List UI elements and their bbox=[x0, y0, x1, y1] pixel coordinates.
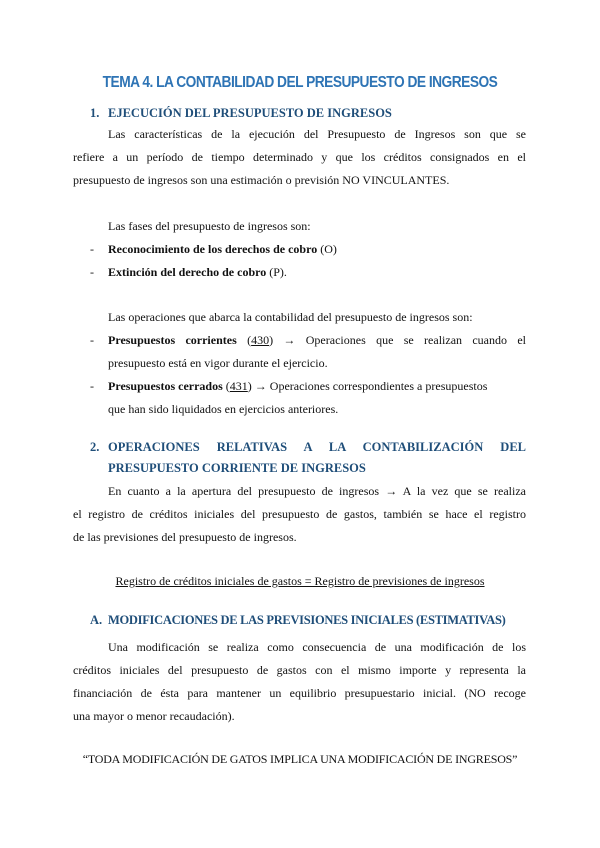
bullet-dash: - bbox=[90, 379, 94, 393]
op-1-code: 430 bbox=[251, 333, 270, 347]
section-1-number: 1. bbox=[90, 106, 100, 120]
op-1-rest: ) → Operaciones que se realizan cuando el bbox=[269, 333, 527, 347]
phase-1-rest: (O) bbox=[317, 242, 337, 256]
s2-para-line2: el registro de créditos iniciales del presupuesto de gastos, también se hace el registro bbox=[73, 507, 526, 521]
s1-para1-line3: presupuesto de ingresos son una estimación o previsión NO VINCULANTES. bbox=[73, 173, 450, 187]
op-2-line1 bbox=[108, 379, 487, 394]
s2-para-line1: En cuanto a la apertura del presupuesto de ingresos → A la vez que se realiza bbox=[108, 484, 526, 498]
op-1-line2: presupuesto está en vigor durante el ejercicio. bbox=[108, 356, 328, 370]
section-2-number: 2. bbox=[90, 440, 100, 454]
op-1-bold: Presupuestos corrientes bbox=[108, 333, 237, 347]
op-1-line1 bbox=[108, 333, 526, 348]
s1-para1-line1: Las características de la ejecución del Presupuesto de Ingresos son que se bbox=[108, 127, 526, 141]
phase-2-rest: (P). bbox=[266, 265, 287, 279]
page-title: TEMA 4. LA CONTABILIDAD DEL PRESUPUESTO DE INGRESOS bbox=[102, 74, 498, 91]
sa-para-line2: créditos iniciales del presupuesto de gastos con el mismo importe y representa la bbox=[73, 663, 526, 677]
op-2-open-paren: ( bbox=[222, 379, 230, 393]
section-a-number: A. bbox=[90, 613, 103, 627]
op-2-rest: ) → Operaciones correspondientes a presupuestos bbox=[247, 379, 488, 393]
phase-2 bbox=[108, 265, 287, 280]
phase-2-bold: Extinción del derecho de cobro bbox=[108, 265, 267, 279]
section-2-title-line2: PRESUPUESTO CORRIENTE DE INGRESOS bbox=[108, 461, 366, 475]
op-1-open-paren: ( bbox=[247, 333, 252, 347]
section-2-title-line1: OPERACIONES RELATIVAS A LA CONTABILIZACIÓN DEL bbox=[108, 440, 526, 454]
phase-1 bbox=[108, 242, 337, 257]
section-1-title: EJECUCIÓN DEL PRESUPUESTO DE INGRESOS bbox=[108, 106, 392, 120]
ops-intro: Las operaciones que abarca la contabilidad del presupuesto de ingresos son: bbox=[108, 310, 473, 324]
op-2-bold: Presupuestos cerrados bbox=[108, 379, 223, 393]
s2-para-line3: de las previsiones del presupuesto de ingresos. bbox=[73, 530, 297, 544]
bullet-dash: - bbox=[90, 265, 94, 279]
s1-para1-line2: refiere a un período de tiempo determinado y que los créditos consignados en el bbox=[73, 150, 526, 164]
equation-line: Registro de créditos iniciales de gastos = Registro de previsiones de ingresos bbox=[115, 574, 485, 588]
op-2-code: 431 bbox=[229, 379, 248, 393]
sa-para-line4: una mayor o menor recaudación). bbox=[73, 709, 235, 723]
op-2-line2: que han sido liquidados en ejercicios anteriores. bbox=[108, 402, 339, 416]
sa-para-line3: financiación de ésta para mantener un equilibrio presupuestario inicial. (NO recoge bbox=[73, 686, 526, 700]
bullet-dash: - bbox=[90, 242, 94, 256]
quote-line: “TODA MODIFICACIÓN DE GATOS IMPLICA UNA MODIFICACIÓN DE INGRESOS” bbox=[82, 752, 518, 766]
bullet-dash: - bbox=[90, 333, 94, 347]
phase-1-bold: Reconocimiento de los derechos de cobro bbox=[108, 242, 318, 256]
sa-para-line1: Una modificación se realiza como consecuencia de una modificación de los bbox=[108, 640, 526, 654]
section-a-title: MODIFICACIONES DE LAS PREVISIONES INICIALES (ESTIMATIVAS) bbox=[108, 613, 506, 627]
phases-intro: Las fases del presupuesto de ingresos son: bbox=[108, 219, 311, 233]
